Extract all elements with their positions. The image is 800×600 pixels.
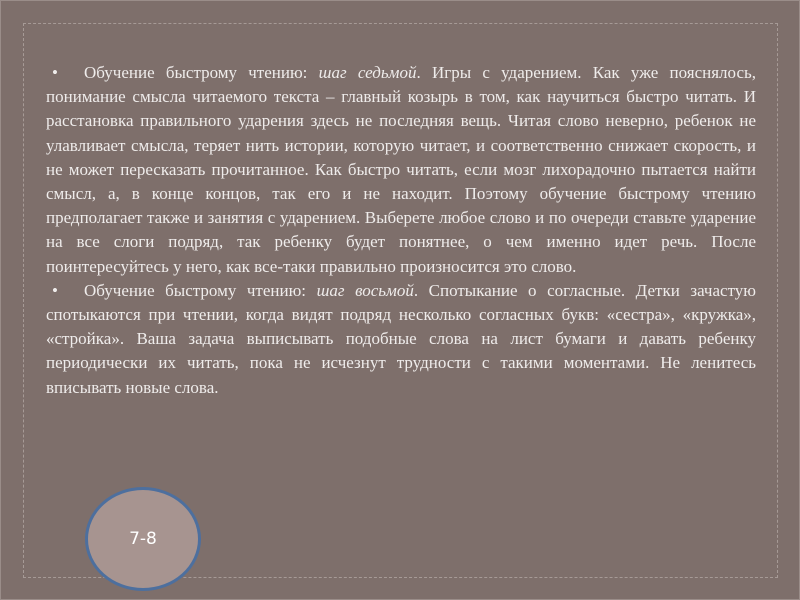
paragraph-text: . Игры с ударением. Как уже пояснялось, понимание смысла читаемого текста – главный козырь в том, как научиться быстро читать. И расстановка правильного ударения здесь не последняя вещь. Читая слово неверно, ребенок не улавливает смысла, теряет нить истории, которую читает, и соответственно снижает скорость, и не может пересказать прочитанное. Как быстро читать, если мозг лихорадочно пытается найти смысл, а, в конце концов, так его и не находит. Поэтому обучение быстрому чтению предполагает также и занятия с ударением. Выберете любое слово и по очереди ставьте ударение на все слоги подряд, так ребенку будет понятнее, о чем именно идет речь. После поинтересуйтесь у него, как все-таки правильно произносится это слово. bbox=[46, 63, 756, 276]
step-title: шаг восьмой bbox=[316, 280, 414, 300]
paragraph-lead: Обучение быстрому чтению: bbox=[84, 63, 319, 82]
paragraph-text: . Спотыкание о согласные. Детки зачастую спотыкаются при чтении, когда видят подряд несколько согласных букв: «сестра», «кружка», «стройка». Ваша задача выписывать подобные слова на лист бумаги и давать ребенку периодически их читать, пока не исчезнут трудности с такими моментами. Не ленитесь вписывать новые слова. bbox=[46, 280, 756, 397]
bullet-icon: • bbox=[52, 280, 58, 300]
paragraph-step-seven bbox=[46, 61, 756, 279]
step-title: шаг седьмой bbox=[318, 63, 417, 82]
slide-text-body bbox=[46, 61, 756, 400]
bullet-icon: • bbox=[52, 63, 58, 82]
page-number-badge: 7-8 bbox=[85, 487, 201, 591]
paragraph-lead: Обучение быстрому чтению: bbox=[84, 280, 317, 300]
paragraph-step-eight bbox=[46, 279, 756, 400]
